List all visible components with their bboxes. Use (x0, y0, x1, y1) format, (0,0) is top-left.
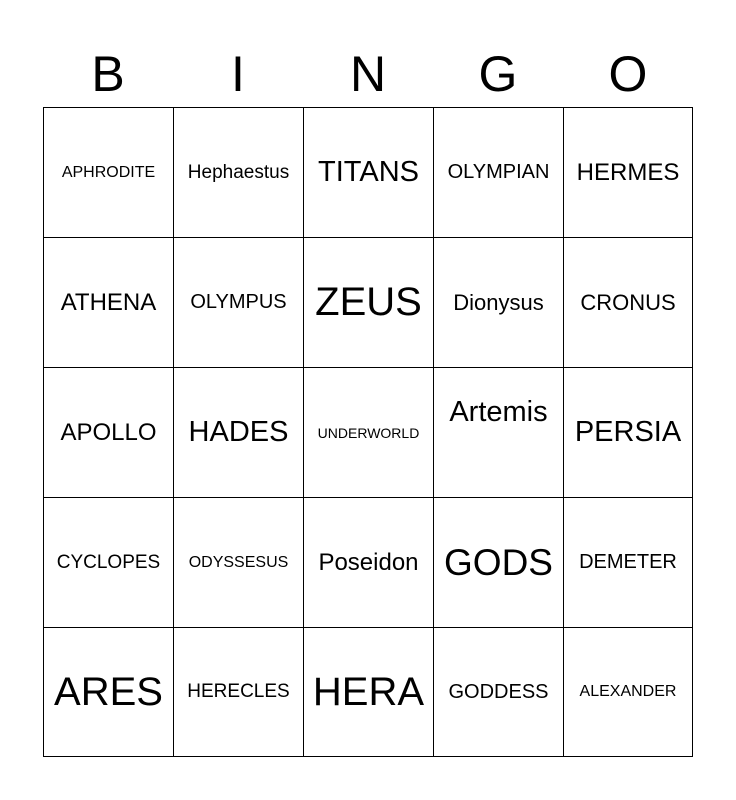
bingo-cell[interactable] (563, 367, 693, 497)
bingo-cell[interactable] (433, 497, 563, 627)
cell-word: Dionysus (453, 289, 544, 315)
cell-word: APOLLO (60, 418, 157, 446)
cell-word: PERSIA (574, 416, 682, 448)
cell-word: ATHENA (60, 288, 157, 316)
cell-word: APHRODITE (61, 163, 156, 181)
bingo-cell[interactable] (43, 497, 173, 627)
bingo-cell[interactable] (173, 627, 303, 757)
bingo-cell[interactable] (303, 367, 433, 497)
bingo-cell[interactable] (303, 237, 433, 367)
cell-word: HERMES (576, 158, 680, 186)
bingo-cell[interactable] (303, 627, 433, 757)
bingo-cell[interactable] (433, 627, 563, 757)
cell-word: HADES (188, 416, 289, 448)
bingo-cell[interactable] (563, 627, 693, 757)
bingo-cell[interactable] (43, 367, 173, 497)
cell-word: Artemis (449, 396, 548, 428)
cell-word: ODYSSESUS (188, 553, 289, 571)
bingo-header (43, 40, 693, 108)
bingo-cell[interactable] (563, 107, 693, 237)
bingo-cell[interactable] (43, 627, 173, 757)
cell-word: HERECLES (187, 681, 290, 702)
bingo-cell[interactable] (563, 237, 693, 367)
bingo-cell[interactable] (433, 107, 563, 237)
header-letter-o: O (608, 46, 648, 102)
bingo-cell[interactable] (173, 367, 303, 497)
cell-word: OLYMPIAN (447, 161, 550, 183)
bingo-cell[interactable] (43, 237, 173, 367)
bingo-cell[interactable] (173, 497, 303, 627)
cell-word: TITANS (318, 156, 419, 188)
cell-word: GODS (444, 541, 553, 583)
cell-word: Poseidon (318, 548, 419, 576)
bingo-cell[interactable] (303, 497, 433, 627)
header-letter-g: G (478, 46, 518, 102)
cell-word: DEMETER (579, 551, 677, 573)
bingo-board (43, 107, 693, 757)
header-letter-b: B (91, 46, 125, 102)
cell-word: Hephaestus (187, 161, 290, 183)
bingo-cell[interactable] (433, 237, 563, 367)
cell-word: GODDESS (448, 680, 549, 703)
cell-word: ARES (54, 669, 163, 714)
cell-word: CRONUS (580, 289, 676, 315)
cell-word: ZEUS (315, 280, 422, 324)
cell-word: HERA (312, 669, 425, 714)
bingo-cell[interactable] (173, 107, 303, 237)
header-letter-n: N (349, 46, 387, 102)
bingo-cell[interactable] (173, 237, 303, 367)
bingo-cell[interactable] (433, 367, 563, 497)
header-letter-i: I (231, 46, 245, 102)
cell-word: UNDERWORLD (317, 424, 420, 441)
cell-word: CYCLOPES (56, 551, 161, 573)
bingo-cell[interactable] (563, 497, 693, 627)
bingo-cell[interactable] (303, 107, 433, 237)
cell-word: ALEXANDER (579, 683, 677, 700)
cell-word: OLYMPUS (190, 291, 287, 313)
bingo-cell[interactable] (43, 107, 173, 237)
